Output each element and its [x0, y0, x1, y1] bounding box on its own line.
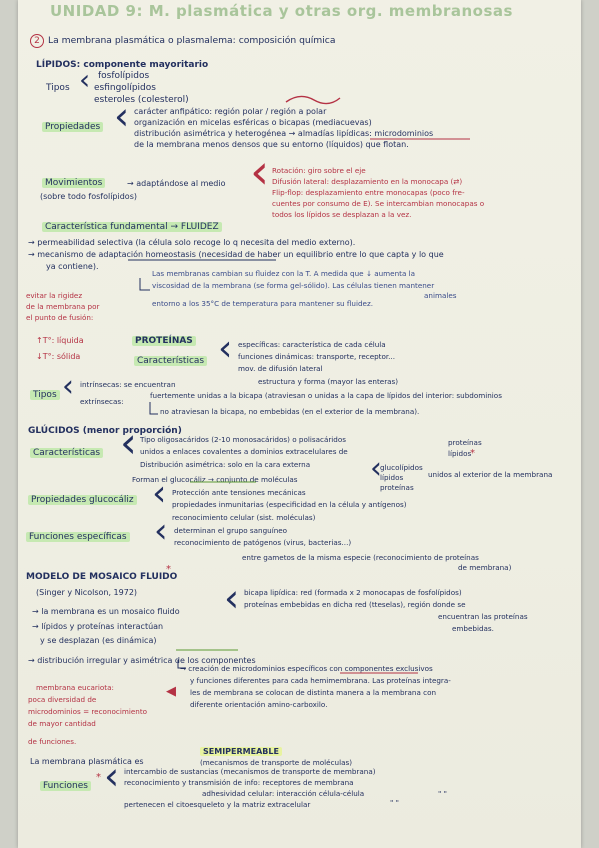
funciones-intro: La membrana plasmática es — [30, 757, 144, 766]
glucidos-right-c: unidos al exterior de la membrana — [428, 470, 553, 479]
glucidos-prop-item: Protección ante tensiones mecánicas — [172, 488, 306, 497]
mosaico-heading: MODELO DE MOSAICO FLUIDO — [26, 572, 178, 582]
mosaico-line: → distribución irregular y asimétrica de los componentes — [28, 656, 256, 665]
section-heading: La membrana plasmática o plasmalema: composición química — [48, 35, 336, 46]
bracket-icon: ‹ — [114, 94, 130, 138]
glucidos-right-a: proteínas — [448, 438, 482, 447]
animales-note: animales — [424, 291, 457, 300]
bracket-icon: ‹ — [250, 144, 270, 200]
mosaico-asim: y funciones diferentes para cada hemimembrana. Las proteínas integra- — [190, 676, 451, 685]
lipidos-mov-item: Flip-flop: desplazamiento entre monocapas (poco fre- — [272, 188, 465, 197]
temp-item: ↑T°: líquida — [36, 336, 84, 345]
mosaico-right: encuentran las proteínas — [438, 612, 528, 621]
proteinas-tipos-note: estructura y forma (mayor las enteras) — [258, 377, 399, 386]
asterisk-icon: * — [96, 772, 101, 783]
mosaico-asim: les de membrana se colocan de distinta manera a la membrana con — [190, 688, 437, 697]
glucidos-right-a: lípidos — [448, 449, 472, 458]
mosaico-right: embebidas. — [452, 624, 494, 633]
bracket-icon: ‹ — [104, 754, 120, 798]
lipidos-tipos-label: Tipos — [46, 83, 70, 93]
bracket-icon: ‹ — [218, 328, 233, 369]
wavy-underline — [286, 96, 340, 103]
proteinas-tipo-item: intrínsecas: se encuentran — [80, 380, 176, 389]
proteinas-tipo-item: fuertemente unidas a la bicapa (atraviesan o unidas a la capa de lípidos del interior: subdominios — [150, 391, 502, 400]
glucidos-caract-item: unidos a enlaces covalentes a dominios extracelulares de — [140, 447, 348, 456]
lipidos-prop-item: organización en micelas esféricas o bicapas (mediacuevas) — [134, 118, 372, 127]
mosaico-right: bicapa lipídica: red (formada x 2 monocapas de fosfolípidos) — [244, 588, 462, 597]
proteinas-caract-item: específicas: característica de cada célula — [238, 340, 386, 349]
lipidos-heading: LÍPIDOS: componente mayoritario — [36, 60, 209, 70]
ditto-mark: " " — [438, 789, 447, 798]
mosaico-line: → la membrana es un mosaico fluido — [32, 607, 180, 616]
mosaico-line: y se desplazan (es dinámica) — [40, 636, 157, 645]
bracket-icon: ‹ — [120, 418, 137, 467]
bracket-icon: ‹ — [154, 511, 168, 551]
lipidos-tipo-item: esfingolípidos — [94, 83, 156, 93]
proteinas-tipo-item: extrínsecas: — [80, 397, 124, 406]
mosaico-left-note: poca diversidad de — [28, 695, 97, 704]
lipidos-prop-item: de la membrana menos densos que su entorno (líquidos) que flotan. — [134, 140, 409, 149]
fluidez-note: Las membranas cambian su fluidez con la T. A medida que ↓ aumenta la — [152, 269, 416, 278]
glucidos-right-b: proteínas — [380, 483, 414, 492]
lipidos-caract-label: Característica fundamental → FLUIDEZ — [42, 222, 222, 232]
bracket-icon: ‹ — [370, 451, 382, 486]
lipidos-mov-mid: → adaptándose al medio — [127, 179, 226, 188]
side-note: el punto de fusión: — [26, 313, 94, 322]
proteinas-heading: PROTEÍNAS — [132, 336, 196, 346]
proteinas-caract-label: Características — [134, 356, 207, 366]
side-note: de la membrana por — [26, 302, 100, 311]
bracket-icon: ‹ — [224, 576, 240, 620]
proteinas-tipos-label: Tipos — [30, 390, 60, 400]
arrow-stroke — [178, 660, 186, 668]
lipidos-prop-item: distribución asimétrica y heterogénea → almadías lipídicas: microdominios — [134, 129, 434, 138]
bracket-icon: ‹ — [152, 473, 167, 514]
lipidos-mov-item: Difusión lateral: desplazamiento en la monocapa (⇄) — [272, 177, 463, 186]
proteinas-caract-item: funciones dinámicas: transporte, receptor... — [238, 352, 396, 361]
glucidos-func-item: de membrana) — [458, 563, 512, 572]
lipidos-tipo-item: esteroles (colesterol) — [94, 95, 189, 105]
semipermeable-label: SEMIPERMEABLE — [200, 747, 282, 756]
glucidos-prop-item: reconocimiento celular (sist. moléculas) — [172, 513, 316, 522]
lipidos-mov-item: todos los lípidos se desplazan a la vez. — [272, 210, 412, 219]
mosaico-left-note: de funciones. — [28, 737, 77, 746]
lipidos-mov-sub: (sobre todo fosfolípidos) — [40, 192, 137, 201]
funciones-item: adhesividad celular: interacción célula-célula — [202, 789, 365, 798]
fluidez-item: → mecanismo de adaptación homeostasis (necesidad de haber un equilibrio entre lo que capta y lo que — [28, 250, 444, 259]
mosaico-asim: → creación de microdominios específicos con componentes exclusivos — [180, 664, 433, 673]
glucidos-right-b: glucolípidos — [380, 463, 423, 472]
side-note: evitar la rigidez — [26, 291, 83, 300]
asterisk-icon: * — [166, 564, 171, 575]
glucidos-func-item: reconocimiento de patógenos (virus, bacterias...) — [174, 538, 352, 547]
glucidos-right-b: lípidos — [380, 473, 404, 482]
funciones-item: reconocimiento y transmisión de info: receptores de membrana — [124, 778, 354, 787]
bracket-icon: ‹ — [62, 369, 74, 404]
mosaico-left-note: de mayor cantidad — [28, 719, 96, 728]
proteinas-caract-item: mov. de difusión lateral — [238, 364, 323, 373]
glucidos-func-item: entre gametos de la misma especie (reconocimiento de proteínas — [242, 553, 479, 562]
mosaico-authors: (Singer y Nicolson, 1972) — [36, 588, 138, 597]
bracket-icon: ‹ — [79, 63, 91, 96]
glucidos-caract-item: Forman el glucocáliz → conjunto de moléculas — [132, 475, 298, 484]
section-number: 2 — [30, 34, 44, 48]
asterisk-icon: * — [470, 448, 475, 459]
glucidos-func-label: Funciones específicas — [26, 532, 130, 542]
glucidos-prop-item: propiedades inmunitarias (especificidad en la célula y antígenos) — [172, 500, 407, 509]
mosaico-left-note: membrana eucariota: — [36, 683, 114, 692]
fluidez-item: ya contiene). — [46, 262, 99, 271]
funciones-item: intercambio de sustancias (mecanismos de transporte de membrana) — [124, 767, 376, 776]
lipidos-prop-item: carácter anfipático: región polar / región a polar — [134, 107, 327, 116]
glucidos-caract-label: Características — [30, 448, 103, 458]
glucidos-func-item: determinan el grupo sanguíneo — [174, 526, 288, 535]
glucidos-caract-item: Distribución asimétrica: solo en la cara externa — [140, 460, 311, 469]
lipidos-mov-item: cuentes por consumo de E). Se intercambian monocapas o — [272, 199, 485, 208]
ditto-mark: " " — [390, 798, 399, 807]
funciones-label: Funciones — [40, 781, 91, 791]
mosaico-left-note: microdominios = reconocimiento — [28, 707, 148, 716]
mosaico-asim: diferente orientación amino-carboxilo. — [190, 700, 328, 709]
glucidos-heading: GLÚCIDOS (menor proporción) — [28, 426, 182, 436]
lipidos-mov-item: Rotación: giro sobre el eje — [272, 166, 366, 175]
funciones-item: pertenecen el citoesqueleto y la matriz extracelular — [124, 800, 311, 809]
fluidez-note: viscosidad de la membrana (se forma gel-sólido). Las células tienen mantener — [152, 281, 435, 290]
proteinas-tipo-item: no atraviesan la bicapa, no embebidas (en el exterior de la membrana). — [160, 407, 420, 416]
arrow-stroke — [150, 402, 158, 414]
lipidos-mov-label: Movimientos — [42, 178, 105, 188]
funciones-intro2: (mecanismos de transporte de moléculas) — [200, 758, 353, 767]
lipidos-tipo-item: fosfolípidos — [98, 71, 150, 81]
mosaico-line: → lípidos y proteínas interactúan — [32, 622, 164, 631]
fluidez-item: → permeabilidad selectiva (la célula solo recoge lo q necesita del medio externo). — [28, 238, 356, 247]
fluidez-note: entorno a los 35°C de temperatura para mantener su fluidez. — [152, 299, 374, 308]
mosaico-right: proteínas embebidas en dicha red (tteselas), región donde se — [244, 600, 466, 609]
page-title: UNIDAD 9: M. plasmática y otras org. membranosas — [50, 2, 513, 20]
arrow-stroke — [140, 278, 150, 290]
temp-item: ↓T°: sólida — [36, 352, 81, 361]
lipidos-prop-label: Propiedades — [42, 122, 103, 132]
arrow-left-icon: ◀ — [166, 684, 176, 699]
glucidos-caract-item: Tipo oligosacáridos (2-10 monosacáridos) o polisacáridos — [140, 435, 347, 444]
glucidos-prop-label: Propiedades glucocáliz — [28, 495, 137, 505]
